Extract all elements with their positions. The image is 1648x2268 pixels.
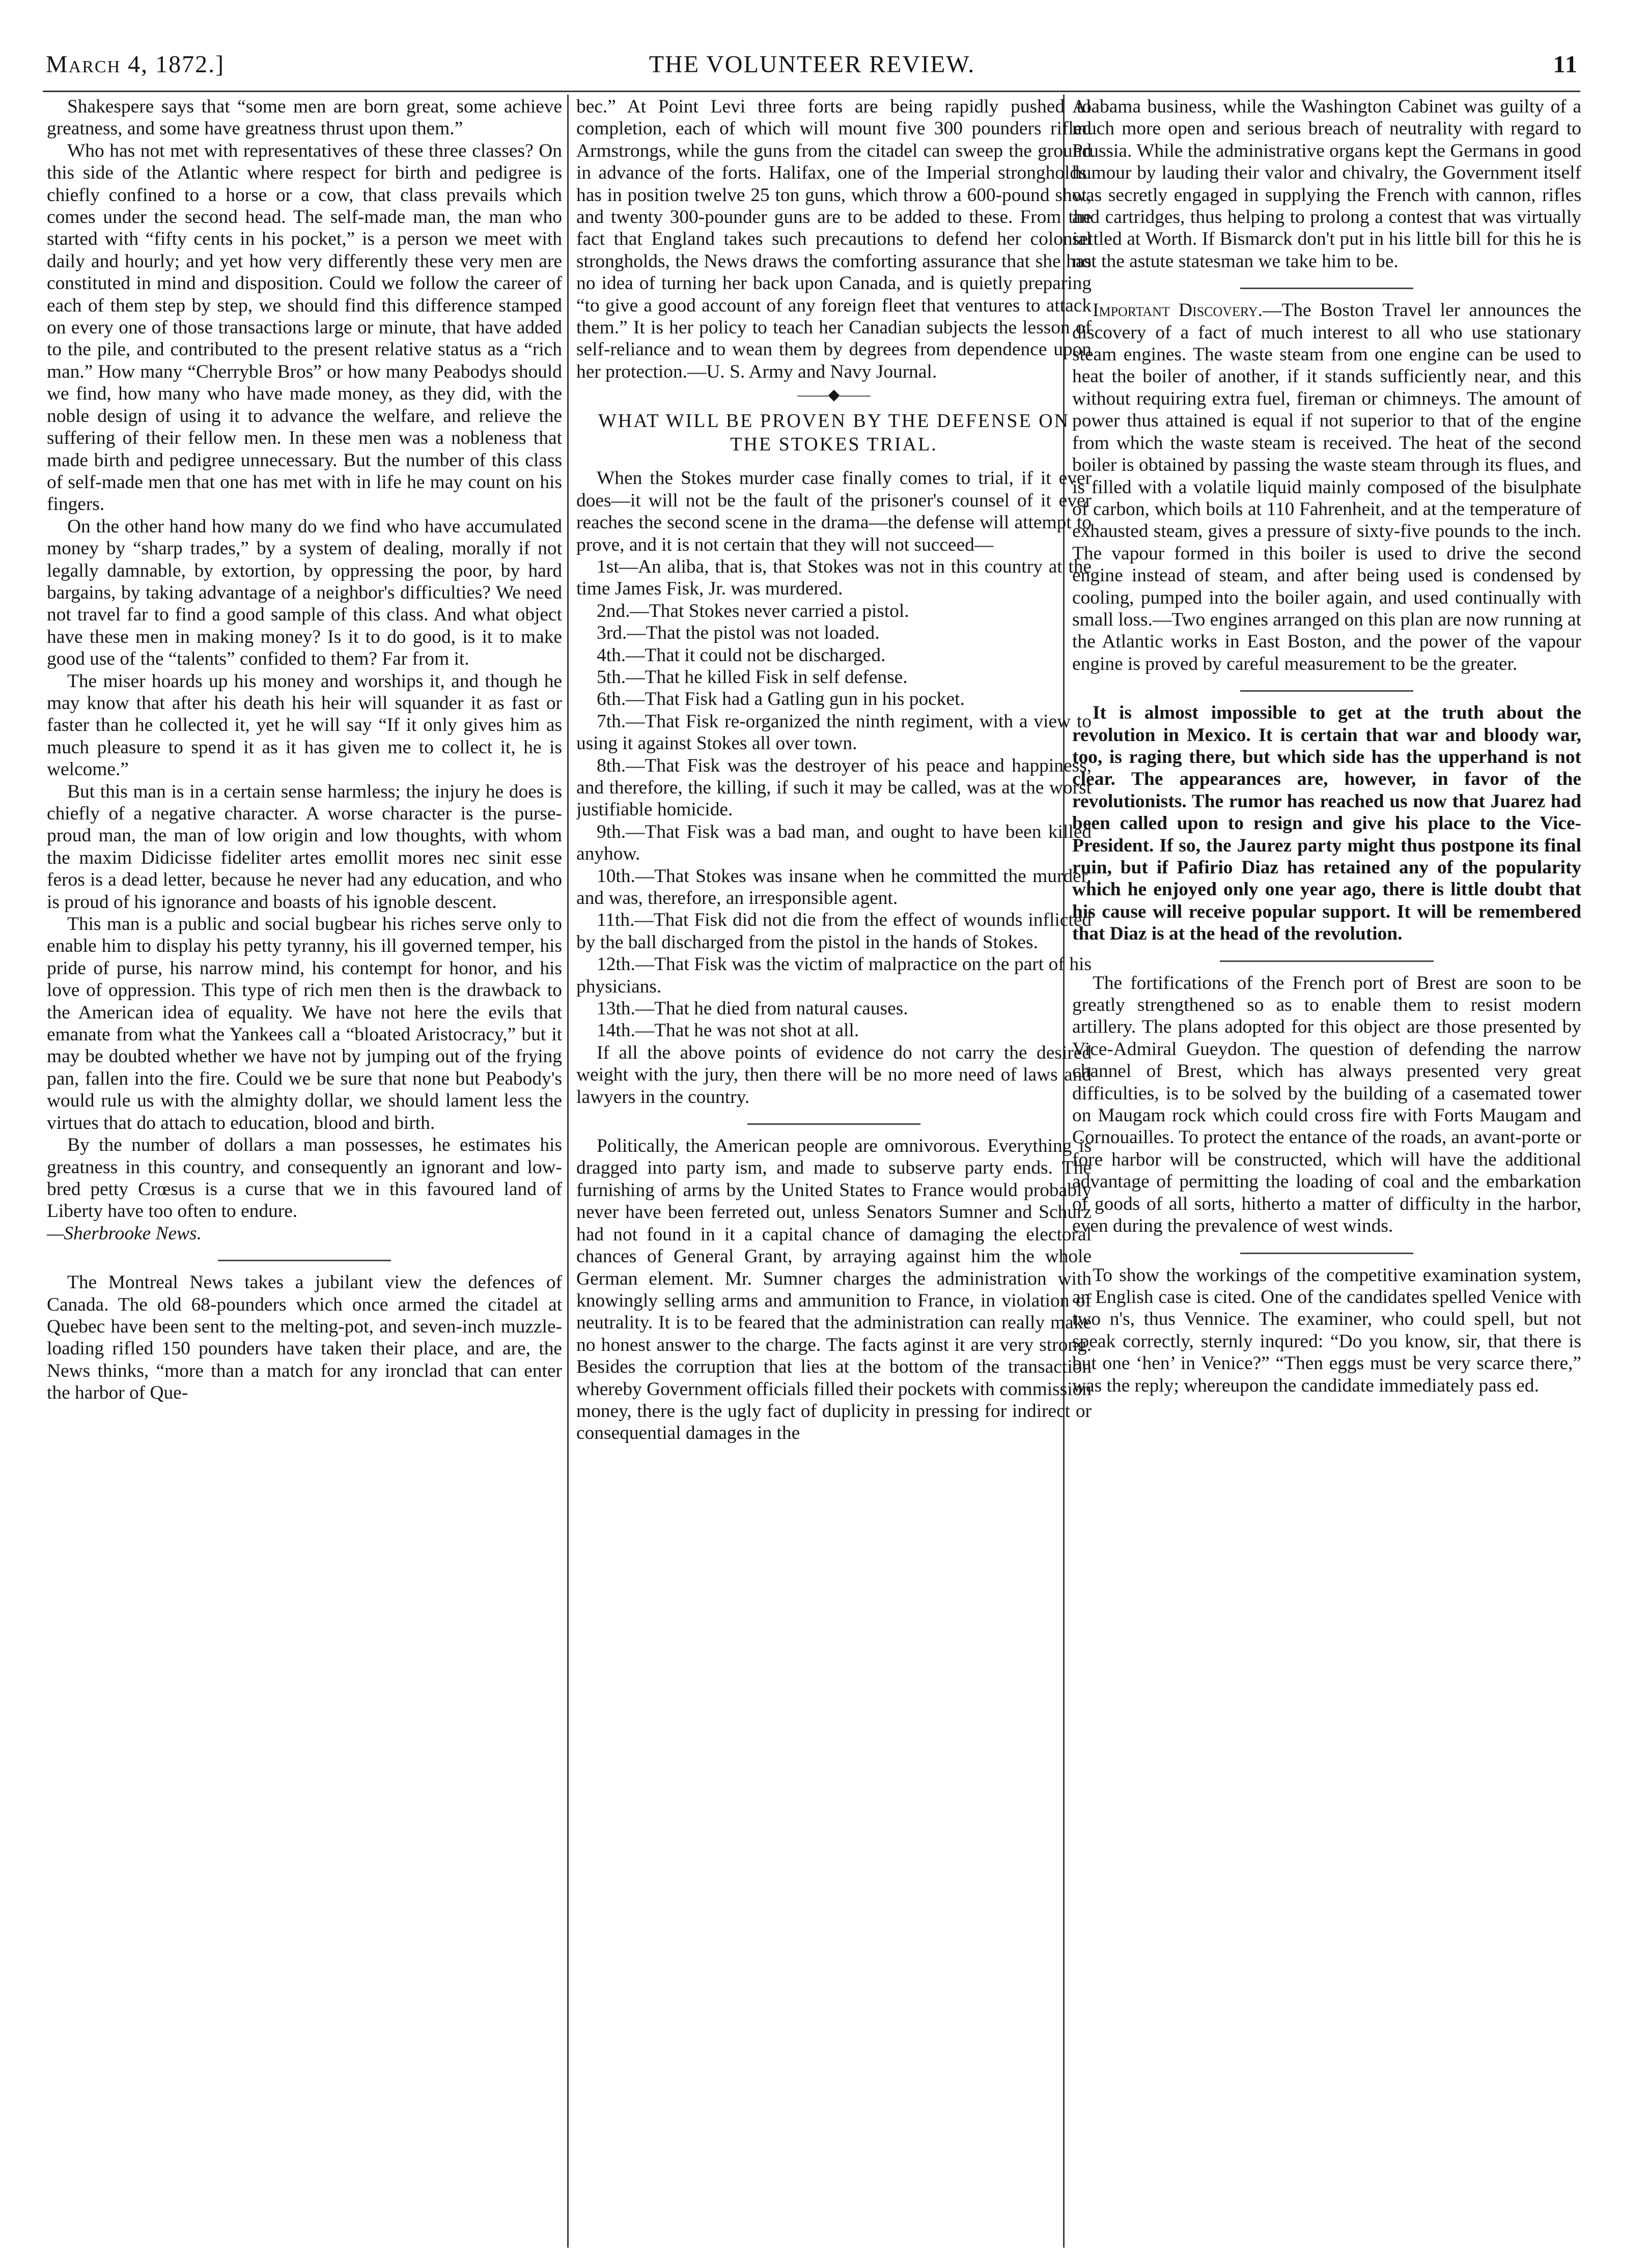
- list-item: 4th.—That it could not be discharged.: [597, 644, 886, 666]
- list-item: 1st—An aliba, that is, that Stokes was not in this country at the time James Fisk, Jr. was murdered.: [576, 556, 1092, 600]
- running-head: [46, 43, 1578, 87]
- column-2: [576, 96, 1092, 2244]
- paragraph: It is almost impossible to get at the truth about the revolution in Mexico. It is certain that war and bloody war, too, is raging there, but which side has the upperhand is not clear. The appearances are, however, in favor of the revolutionists. The rumor has reached us now that Juarez had been called upon to resign and give his place to the Vice-President. If so, the Jaurez party might thus postpone its final ruin, but if Pafirio Diaz has retained any of the popularity which he enjoyed only one year ago, there is little doubt that his cause will receive popular support. It will be remembered that Diaz is at the head of the revolution.: [1072, 702, 1581, 945]
- list-item: 10th.—That Stokes was insane when he committed the murder, and was, therefore, an irresponsible agent.: [576, 865, 1092, 909]
- paragraph: Shakespere says that “some men are born great, some achieve greatness, and some have greatness thrust upon them.”: [47, 96, 562, 139]
- list-item: 5th.—That he killed Fisk in self defense.: [597, 666, 908, 688]
- article-separator: [218, 1260, 391, 1261]
- paragraph: Politically, the American people are omnivorous. Everything is dragged into party ism, and made to subserve party ends. The furnishing of arms by the United States to France would probably never have been ferreted out, unless Senators Sumner and Schurz had not found in it a capital chance of damaging the electoral chances of General Grant, by arraying against him the whole German element. Mr. Sumner charges the administration with knowingly selling arms and ammunition to France, in violation of neutrality. It is to be feared that the administration can really make no honest answer to the charge. The facts aginst it are very strong. Besides the corruption that lies at the bottom of the transaction whereby Government officials filled their pockets with commission money, there is the ugly fact of duplicity in pressing for indirect or consequential damages in the: [576, 1136, 1092, 1444]
- paragraph: [1072, 299, 1581, 675]
- list-item: 6th.—That Fisk had a Gatling gun in his pocket.: [597, 689, 965, 710]
- list-item: 3rd.—That the pistol was not loaded.: [597, 622, 880, 644]
- paragraph: On the other hand how many do we find who have accumulated money by “sharp trades,” by a system of dealing, morally if not legally damnable, by extortion, by oppressing the poor, by hard bargains, by taking advantage of a neighbor's difficulties? We need not travel far to find a good sample of this class. And what object have these men in making money? Is it to do good, is it to make good use of the “talents” confided to them? Far from it.: [47, 516, 562, 670]
- paragraph-lead: Important Discovery.: [1093, 300, 1263, 321]
- list-item: 14th.—That he was not shot at all.: [597, 1020, 859, 1041]
- column-3: [1072, 96, 1581, 2244]
- paragraph: Who has not met with representatives of these three classes? On this side of the Atlantic where respect for birth and pedigree is chiefly confined to a horse or a cow, that class prevails which comes under the second head. The self-made man, the man who started with “fifty cents in his pocket,” is a person we meet with daily and hourly; and yet how very differently these very men are constituted in mind and disposition. Could we follow the career of each of them step by step, we should find this difference stamped on every one of those transactions large or minute, that have added to the pile, and contributed to the present relative status as a “rich man.” How many “Cherryble Bros” or how many Peabodys should we find, how many who have made money, as they did, with the noble design of using it to advance the welfare, and relieve the suffering of their fellow men. In these men was a nobleness that made birth and pedigree unnecessary. But the number of this class of self-made men that one has met with in life he may count on his fingers.: [47, 140, 562, 515]
- list-item: 11th.—That Fisk did not die from the effect of wounds inflicted by the ball discharged from the pistol in the hands of Stokes.: [576, 910, 1092, 953]
- list-item: 9th.—That Fisk was a bad man, and ought to have been killed anyhow.: [576, 821, 1092, 865]
- paragraph-body: —The Boston Travel ler announces the discovery of a fact of much interest to all who use stationary steam engines. The waste steam from one engine can be used to heat the boiler of another, if it stands sufficiently near, and this without requiring extra fuel, fireman or chimneys. The amount of power thus attained is equal if not superior to that of the engine from which the waste steam is received. The heat of the second boiler is obtained by passing the waste steam through its flues, and is filled with a volatile liquid mainly composed of the bisulphate of carbon, which boils at 110 Fahrenheit, and at the temperature of exhausted steam, gives a pressure of sixty-five pounds to the inch. The vapour formed in this boiler is used to drive the second engine instead of steam, and after being used is condensed by cooling, pumped into the boiler again, and used continually with small loss.—Two engines arranged on this plan are now running at the Atlantic works in East Boston, and the power of the vapour engine is proved by careful measurement to be the greater.: [1072, 300, 1581, 674]
- paragraph: Alabama business, while the Washington Cabinet was guilty of a much more open and serious breach of neutrality with regard to Prussia. While the administrative organs kept the Germans in good humour by lauding their valor and chivalry, the Government itself was secretly engaged in supplying the French with cannon, rifles and cartridges, thus helping to prolong a contest that was virtually settled at Worth. If Bismarck don't put in his little bill for this he is not the astute statesman we take him to be.: [1072, 96, 1581, 272]
- article-separator: [1240, 288, 1413, 289]
- paragraph: This man is a public and social bugbear his riches serve only to enable him to display his petty tyranny, his ill governed temper, his pride of purse, his narrow mind, his contempt for honor, and his love of oppression. This type of rich men then is the drawback to the American idea of equality. We have not here the evils that emanate from what the Yankees call a “bloated Aristocracy,” but it may be doubted whether we have not by jumping out of the frying pan, fallen into the fire. Could we be sure that none but Peabody's would rule us with the almighty dollar, we should lament less the virtues that do attach to education, blood and birth.: [47, 914, 562, 1133]
- article-separator: [747, 1123, 920, 1125]
- source-credit: —Sherbrooke News.: [47, 1223, 202, 1244]
- list-item: 13th.—That he died from natural causes.: [597, 998, 908, 1019]
- paragraph: By the number of dollars a man possesses, he estimates his greatness in this country, and consequently an ignorant and low-bred petty Crœsus is a curse that we in this favoured land of Liberty have too often to endure.: [47, 1135, 562, 1222]
- evidence-list: [576, 556, 1092, 1042]
- masthead-title: THE VOLUNTEER REVIEW.: [649, 51, 975, 78]
- paragraph: The miser hoards up his money and worships it, and though he may know that after his death his heir will squander it as fast or faster than he collected it, yet he will say “If it only gives him as much pleasure to spend it as it has given me to collect it, he is welcome.”: [47, 670, 562, 780]
- issue-date: March 4, 1872.]: [46, 51, 225, 78]
- article-headline: WHAT WILL BE PROVEN BY THE DEFENSE ON THE STOKES TRIAL.: [598, 410, 1070, 456]
- header-rule: [43, 91, 1580, 92]
- paragraph: If all the above points of evidence do not carry the desired weight with the jury, then there will be no more need of laws and lawyers in the country.: [576, 1042, 1092, 1108]
- paragraph: To show the workings of the competitive examination system, an English case is cited. One of the candidates spelled Venice with two n's, thus Vennice. The examiner, who could spell, but not speak correctly, sternly inqured: “Do you know, sir, that there is but one ‘hen’ in Venice?” “Then eggs must be very scarce there,” was the reply; whereupon the candidate immediately pass ed.: [1072, 1264, 1581, 1396]
- page-number: 11: [1553, 51, 1578, 78]
- column-rule: [567, 95, 569, 2248]
- article-separator: [1240, 690, 1413, 692]
- article-separator: [1220, 960, 1434, 962]
- list-item: 8th.—That Fisk was the destroyer of his peace and happiness, and therefore, the killing, if such it may be called, was at the worst justifiable homicide.: [576, 755, 1092, 820]
- ornamental-rule: ——◆——: [797, 386, 871, 404]
- list-item: 2nd.—That Stokes never carried a pistol.: [597, 600, 909, 621]
- paragraph: But this man is in a certain sense harmless; the injury he does is chiefly of a negative character. A worse character is the purse-proud man, the man of low origin and low thoughts, with whom the maxim Didicisse fideliter artes emollit mores nec sinit esse feros is a dead letter, because he never had any education, and who is proud of his ignorance and boasts of his ignoble descent.: [47, 781, 562, 913]
- list-item: 7th.—That Fisk re-organized the ninth regiment, with a view to using it against Stokes all over town.: [576, 711, 1092, 754]
- paragraph: When the Stokes murder case finally comes to trial, if it ever does—it will not be the fault of the prisoner's counsel of it ever reaches the second scene in the drama—the defense will attempt to prove, and it is not certain that they will not succeed—: [576, 468, 1092, 555]
- paragraph: The fortifications of the French port of Brest are soon to be greatly strengthened so as to enable them to resist modern artillery. The plans adopted for this object are those presented by Vice-Admiral Gueydon. The question of defending the narrow channel of Brest, which has always presented very great difficulties, is to be solved by the building of a casemated tower on Maugam rock which could cross fire with Forts Maugam and Cornouailles. To protect the entance of the roads, an avant-porte or fore harbor will be constructed, which will have the additional advantage of permitting the loading of coal and the embarkation of goods of all sorts, hitherto a matter of difficulty in the harbor, even during the prevalence of west winds.: [1072, 972, 1581, 1237]
- article-separator: [1240, 1253, 1413, 1254]
- column-1: [47, 96, 562, 2244]
- paragraph: The Montreal News takes a jubilant view the defences of Canada. The old 68-pounders which once armed the citadel at Quebec have been sent to the melting-pot, and seven-inch muzzle-loading rifled 150 pounders have taken their place, and are, the News thinks, “more than a match for any ironclad that can enter the harbor of Que-: [47, 1272, 562, 1404]
- list-item: 12th.—That Fisk was the victim of malpractice on the part of his physicians.: [576, 954, 1092, 997]
- paragraph: bec.” At Point Levi three forts are being rapidly pushed to completion, each of which will mount five 300 pounders rifled Armstrongs, while the guns from the citadel can sweep the ground in advance of the forts. Halifax, one of the Imperial strongholds. has in position twelve 25 ton guns, which throw a 600-pound shot, and twenty 300-pounder guns are to be added to these. From the fact that England takes such precautions to defend her colonial strongholds, the News draws the comforting assurance that she has no idea of turning her back upon Canada, and is quietly preparing “to give a good account of any foreign fleet that ventures to attack them.” It is her policy to teach her Canadian subjects the lesson of self-reliance and to wean them by degrees from dependence upon her protection.—U. S. Army and Navy Journal.: [576, 96, 1092, 382]
